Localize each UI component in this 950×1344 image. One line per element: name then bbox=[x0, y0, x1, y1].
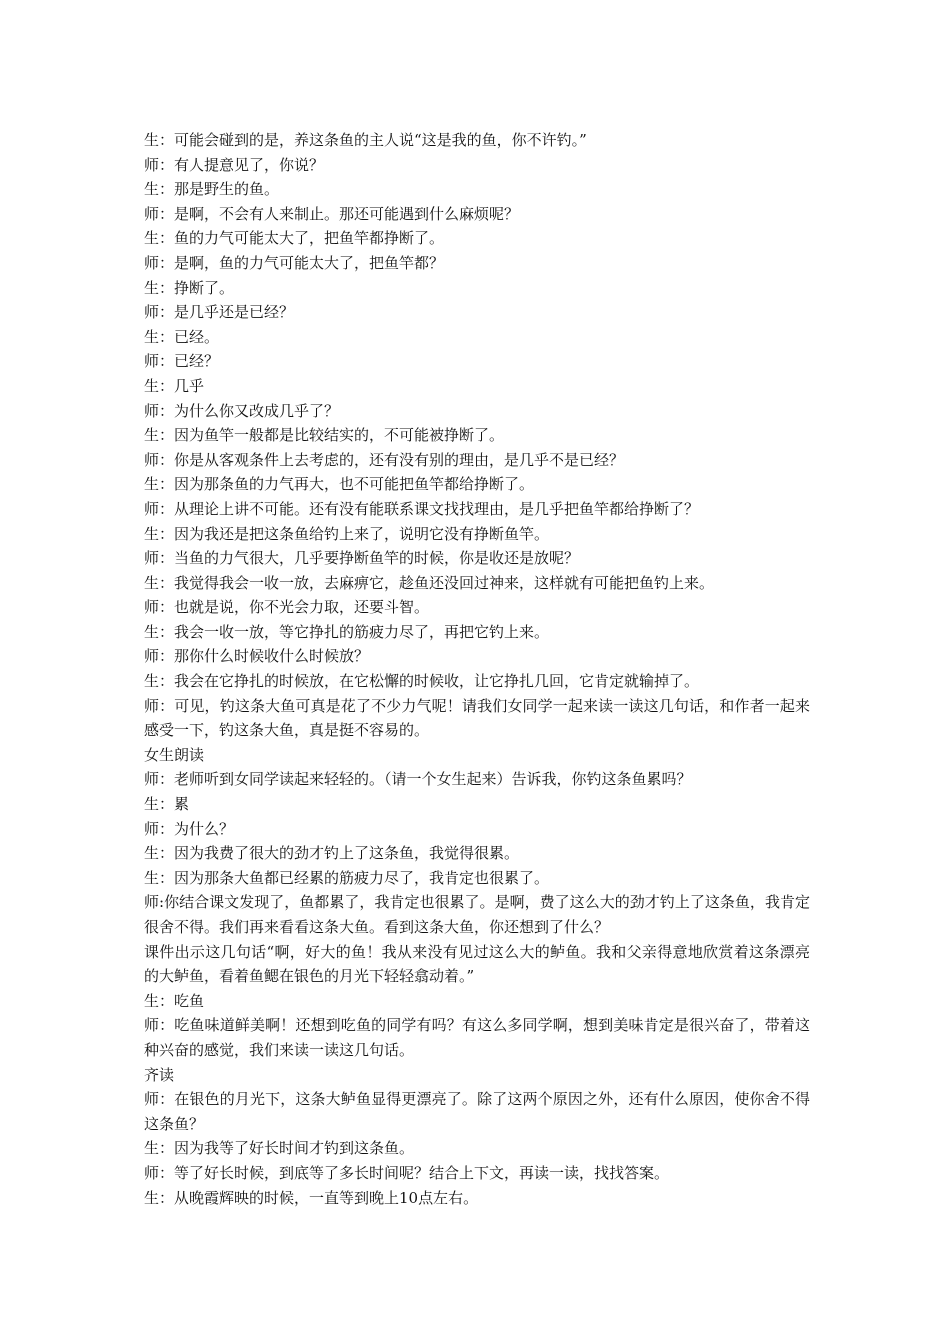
text-line: 生：我会一收一放，等它挣扎的筋疲力尽了，再把它钓上来。 bbox=[144, 622, 550, 641]
text-line: 生：我会在它挣扎的时候放，在它松懈的时候收，让它挣扎几回，它肯定就输掉了。 bbox=[144, 672, 700, 691]
text-line: 师：那你什么时候收什么时候放？ bbox=[144, 647, 370, 666]
text-line: 师：等了好长时候，到底等了多长时间呢？结合上下文，再读一读，找找答案。 bbox=[144, 1163, 670, 1182]
text-line: 师：在银色的月光下，这条大鲈鱼显得更漂亮了。除了这两个原因之外，还有什么原因，使你舍不得这条鱼？ bbox=[144, 1090, 810, 1133]
text-line: 生：那是野生的鱼。 bbox=[144, 180, 280, 199]
text-line: 师：吃鱼味道鲜美啊！还想到吃鱼的同学有吗？有这么多同学啊，想到美味肯定是很兴奋了，带着这种兴奋的感觉，我们来读一读这几句话。 bbox=[144, 1016, 810, 1059]
text-line: 生：因为鱼竿一般都是比较结实的，不可能被挣断了。 bbox=[144, 426, 505, 445]
document-body bbox=[144, 128, 810, 1210]
text-line: 生：因为那条大鱼都已经累的筋疲力尽了，我肯定也很累了。 bbox=[144, 868, 550, 887]
text-line: 生：几乎 bbox=[144, 376, 205, 395]
text-line: 齐读 bbox=[144, 1065, 175, 1084]
text-line: 师：从理论上讲不可能。还有没有能联系课文找找理由，是几乎把鱼竿都给挣断了？ bbox=[144, 499, 700, 518]
text-line: 师：是几乎还是已经？ bbox=[144, 303, 295, 322]
text-line: 女生朗读 bbox=[144, 745, 205, 764]
text-line: 师：已经？ bbox=[144, 352, 220, 371]
text-line: 生：累 bbox=[144, 795, 190, 814]
text-line: 生：已经。 bbox=[144, 327, 220, 346]
text-line: 师:你结合课文发现了，鱼都累了，我肯定也很累了。是啊，费了这么大的劲才钓上了这条鱼，我肯定很舍不得。我们再来看看这条大鱼。看到这条大鱼，你还想到了什么？ bbox=[144, 893, 810, 936]
text-line: 师：也就是说，你不光会力取，还要斗智。 bbox=[144, 598, 430, 617]
text-line: 生：鱼的力气可能太大了，把鱼竿都挣断了。 bbox=[144, 229, 445, 248]
text-line: 生：吃鱼 bbox=[144, 991, 205, 1010]
text-line: 课件出示这几句话“啊，好大的鱼！我从来没有见过这么大的鲈鱼。我和父亲得意地欣赏着这条漂亮的大鲈鱼，看着鱼鳃在银色的月光下轻轻翕动着。” bbox=[144, 942, 810, 986]
text-line: 生：我觉得我会一收一放，去麻痹它，趁鱼还没回过神来，这样就有可能把鱼钓上来。 bbox=[144, 573, 715, 592]
text-line: 师：当鱼的力气很大，几乎要挣断鱼竿的时候，你是收还是放呢？ bbox=[144, 549, 580, 568]
text-line: 师：可见，钓这条大鱼可真是花了不少力气呢！请我们女同学一起来读一读这几句话，和作者一起来感受一下，钓这条大鱼，真是挺不容易的。 bbox=[144, 696, 810, 740]
text-line: 生：因为我还是把这条鱼给钓上来了，说明它没有挣断鱼竿。 bbox=[144, 524, 550, 543]
text-line: 师：是啊，鱼的力气可能太大了，把鱼竿都？ bbox=[144, 253, 445, 272]
text-line: 生：因为我等了好长时间才钓到这条鱼。 bbox=[144, 1139, 415, 1158]
text-line: 师：有人提意见了，你说？ bbox=[144, 155, 325, 174]
text-line: 生：因为我费了很大的劲才钓上了这条鱼，我觉得很累。 bbox=[144, 844, 520, 863]
text-line: 生：从晚霞辉映的时候，一直等到晚上10点左右。 bbox=[144, 1188, 479, 1207]
text-line: 生：可能会碰到的是，养这条鱼的主人说“这是我的鱼，你不许钓。” bbox=[144, 131, 587, 149]
text-line: 师：为什么你又改成几乎了？ bbox=[144, 401, 340, 420]
text-line: 师：是啊，不会有人来制止。那还可能遇到什么麻烦呢？ bbox=[144, 204, 520, 223]
text-line: 生：挣断了。 bbox=[144, 278, 235, 297]
text-line: 师：你是从客观条件上去考虑的，还有没有别的理由，是几乎不是已经？ bbox=[144, 450, 625, 469]
text-line: 生：因为那条鱼的力气再大，也不可能把鱼竿都给挣断了。 bbox=[144, 475, 535, 494]
text-line: 师：老师听到女同学读起来轻轻的。（请一个女生起来）告诉我，你钓这条鱼累吗？ bbox=[144, 770, 692, 789]
text-line: 师：为什么？ bbox=[144, 819, 235, 838]
